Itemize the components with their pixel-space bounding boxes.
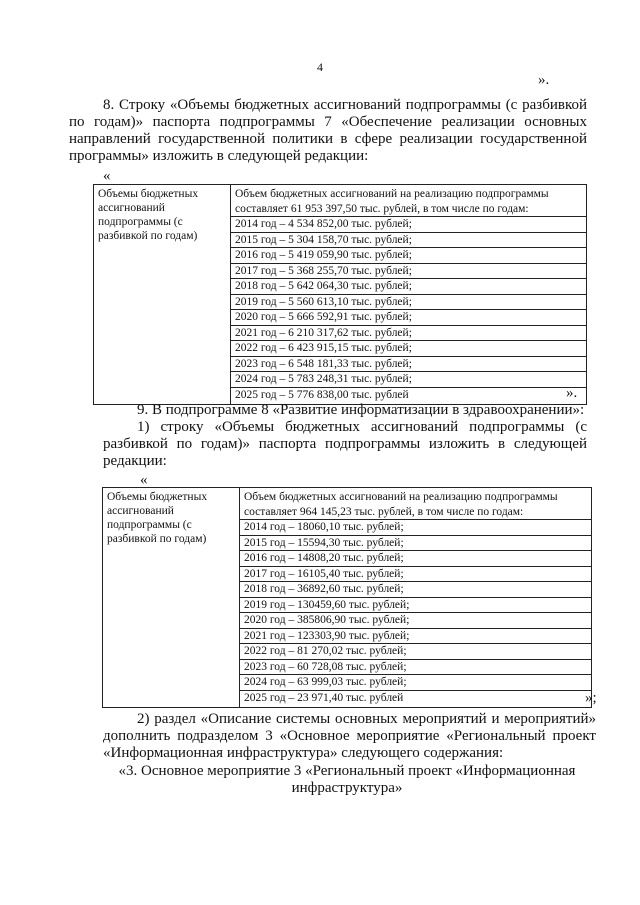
table-2-values	[240, 488, 592, 708]
paragraph-9-3: «3. Основное мероприятие 3 «Региональный проект «Информационная инфраструктура»	[118, 763, 576, 796]
table-row: 2021 год – 123303,90 тыс. рублей;	[240, 628, 591, 644]
table-1-header: Объем бюджетных ассигнований на реализацию подпрограммы составляет 61 953 397,50 тыс. рублей, в том числе по годам:	[235, 188, 549, 215]
closing-quote: »;	[585, 690, 597, 706]
table-row: 2024 год – 5 783 248,31 тыс. рублей;	[231, 371, 586, 387]
paragraph-8: 8. Строку «Объемы бюджетных ассигнований подпрограммы (с разбивкой по годам)» паспорта подпрограммы 7 «Обеспечение реализации основных направлений государственной политики в сфере реализации государственной программы» изложить в следующей редакции:	[69, 97, 587, 164]
table-row: 2014 год – 4 534 852,00 тыс. рублей;	[231, 216, 586, 232]
table-row: 2020 год – 5 666 592,91 тыс. рублей;	[231, 309, 586, 325]
table-row: 2014 год – 18060,10 тыс. рублей;	[240, 519, 591, 535]
table-row: 2019 год – 130459,60 тыс. рублей;	[240, 597, 591, 613]
table-row: 2025 год – 23 971,40 тыс. рублей	[240, 690, 591, 706]
table-row: 2023 год – 6 548 181,33 тыс. рублей;	[231, 356, 586, 372]
paragraph-9: 9. В подпрограмме 8 «Развитие информатизации в здравоохранении»:	[137, 402, 585, 418]
table-row: 2022 год – 6 423 915,15 тыс. рублей;	[231, 340, 586, 356]
page-number: 4	[317, 60, 323, 74]
table-row: 2018 год – 5 642 064,30 тыс. рублей;	[231, 278, 586, 294]
table-row: 2024 год – 63 999,03 тыс. рублей;	[240, 674, 591, 690]
table-row: 2020 год – 385806,90 тыс. рублей;	[240, 612, 591, 628]
opening-quote: «	[140, 472, 148, 488]
table-1-label: Объемы бюджетных ассигнований подпрограммы (с разбивкой по годам)	[94, 185, 231, 405]
budget-table-2	[102, 487, 592, 708]
budget-table-1	[93, 184, 587, 405]
closing-quote: ».	[538, 72, 550, 88]
table-row: 2017 год – 5 368 255,70 тыс. рублей;	[231, 263, 586, 279]
table-row: 2017 год – 16105,40 тыс. рублей;	[240, 566, 591, 582]
table-row: 2025 год – 5 776 838,00 тыс. рублей	[231, 387, 586, 403]
table-row: 2018 год – 36892,60 тыс. рублей;	[240, 581, 591, 597]
paragraph-9-1: 1) строку «Объемы бюджетных ассигнований подпрограммы (с разбивкой по годам)» паспорта подпрограммы изложить в следующей редакции:	[103, 419, 587, 469]
table-row: 2015 год – 15594,30 тыс. рублей;	[240, 535, 591, 551]
table-1-values	[231, 185, 587, 405]
table-row: 2023 год – 60 728,08 тыс. рублей;	[240, 659, 591, 675]
table-row: 2016 год – 5 419 059,90 тыс. рублей;	[231, 247, 586, 263]
paragraph-9-2: 2) раздел «Описание системы основных мероприятий и мероприятий» дополнить подразделом 3 «Основное мероприятие «Региональный проект «Информационная инфраструктура» следующего содержания:	[103, 711, 596, 761]
closing-quote: ».	[566, 385, 578, 401]
table-2-label: Объемы бюджетных ассигнований подпрограммы (с разбивкой по годам)	[103, 488, 240, 708]
table-row: 2019 год – 5 560 613,10 тыс. рублей;	[231, 294, 586, 310]
opening-quote: «	[103, 168, 111, 184]
table-row: 2022 год – 81 270,02 тыс. рублей;	[240, 643, 591, 659]
table-row: 2021 год – 6 210 317,62 тыс. рублей;	[231, 325, 586, 341]
table-2-header: Объем бюджетных ассигнований на реализацию подпрограммы составляет 964 145,23 тыс. рублей, в том числе по годам:	[244, 491, 558, 518]
table-row: 2015 год – 5 304 158,70 тыс. рублей;	[231, 232, 586, 248]
table-row: 2016 год – 14808,20 тыс. рублей;	[240, 550, 591, 566]
